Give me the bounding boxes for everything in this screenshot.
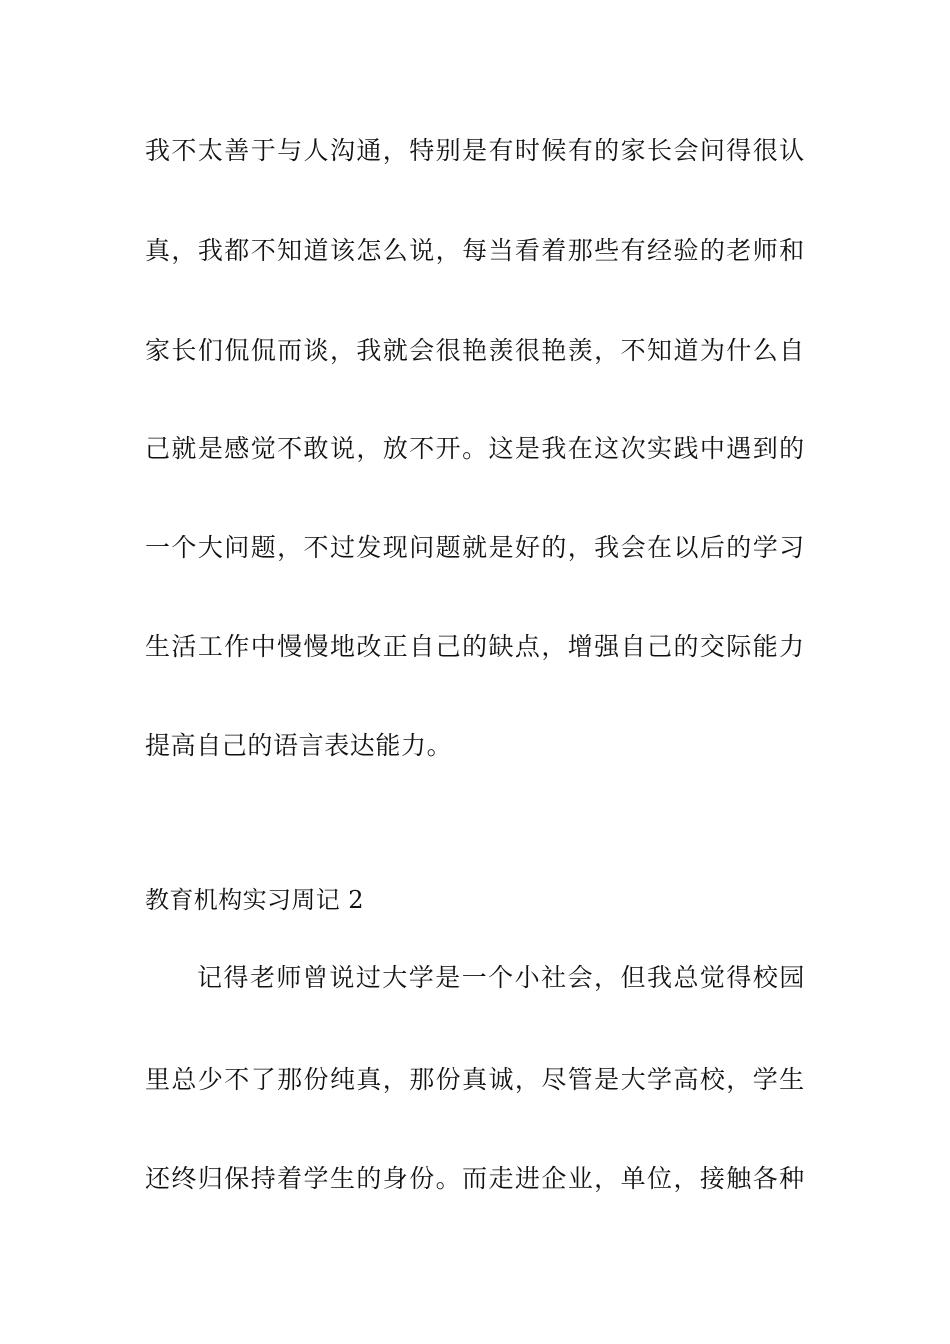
section-title: 教育机构实习周记 2 <box>145 886 364 914</box>
paragraph-line: 还 终 归 保 持 着 学 生 的 身 份 。 而 走 进 企 业 ， 单 位 ， 接 触 各 种 <box>145 1164 805 1193</box>
paragraph-line: 提高自己的语言表达能力。 <box>145 731 453 760</box>
paragraph-line: 真 ， 我 都 不 知 道 该 怎 么 说 ， 每 当 看 着 那 些 有 经 验 的 老 师 和 <box>145 236 805 265</box>
paragraph-line: 己 就 是 感 觉 不 敢 说 ， 放 不 开 。 这 是 我 在 这 次 实 践 中 遇 到 的 <box>145 434 805 463</box>
paragraph-line: 我 不 太 善 于 与 人 沟 通 ， 特 别 是 有 时 候 有 的 家 长 会 问 得 很 认 <box>145 136 805 165</box>
paragraph-line: 记 得 老 师 曾 说 过 大 学 是 一 个 小 社 会 ， 但 我 总 觉 得 校 园 <box>197 963 805 992</box>
paragraph-line: 里 总 少 不 了 那 份 纯 真 ， 那 份 真 诚 ， 尽 管 是 大 学 高 校 ， 学 生 <box>145 1065 805 1094</box>
paragraph-line: 生 活 工 作 中 慢 慢 地 改 正 自 己 的 缺 点 ， 增 强 自 己 的 交 际 能 力 <box>145 632 805 661</box>
paragraph-line: 一 个 大 问 题 ， 不 过 发 现 问 题 就 是 好 的 ， 我 会 在 以 后 的 学 习 <box>145 533 805 562</box>
paragraph-line: 家 长 们 侃 侃 而 谈 ， 我 就 会 很 艳 羡 很 艳 羡 ， 不 知 道 为 什 么 自 <box>145 336 805 365</box>
